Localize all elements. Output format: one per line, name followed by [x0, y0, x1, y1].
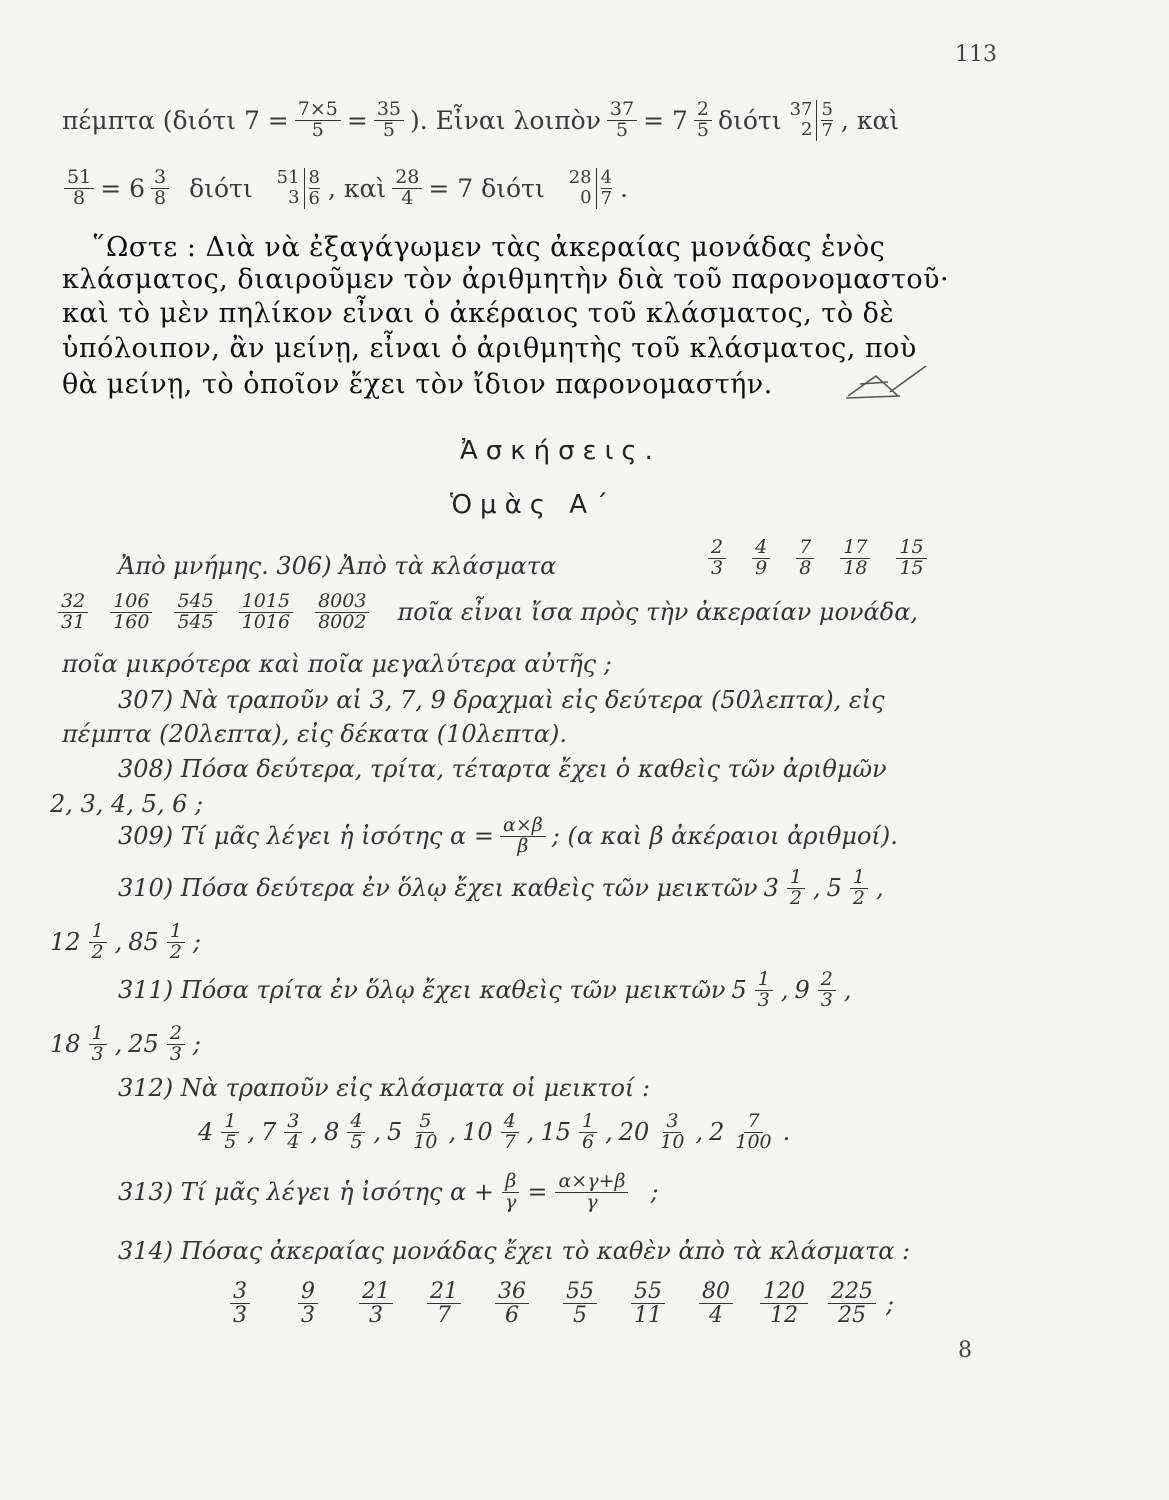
numerator: 21	[427, 1280, 461, 1304]
text-segment: .	[620, 173, 628, 203]
denominator: 11	[634, 1303, 662, 1329]
footer-number: 8	[958, 1338, 972, 1363]
numerator: 2	[708, 538, 726, 559]
denominator: 6	[505, 1303, 519, 1329]
denominator: 3	[301, 1303, 315, 1329]
denominator: 8	[799, 556, 812, 579]
numerator: α×γ+β	[555, 1172, 628, 1193]
remainder: 3	[288, 186, 300, 208]
numerator: 2	[167, 1024, 185, 1045]
text-segment: = 7	[643, 105, 688, 135]
text-segment: διότι	[189, 173, 253, 203]
fraction	[359, 1280, 393, 1327]
numerator: α×β	[500, 816, 546, 837]
fraction	[828, 1280, 876, 1327]
fraction	[657, 1112, 687, 1153]
numerator: 2	[694, 100, 712, 121]
numerator: 7×5	[295, 100, 341, 121]
fraction	[239, 592, 293, 633]
fraction	[732, 1112, 774, 1153]
intro-line-2	[62, 168, 628, 209]
mixed-whole: 5	[826, 874, 842, 903]
denominator: γ	[505, 1190, 517, 1213]
divisor: 8	[308, 167, 320, 189]
denominator: 4	[401, 186, 414, 209]
pencil-mark-icon	[840, 362, 930, 407]
fraction	[840, 538, 870, 579]
text-segment: ;	[650, 1178, 659, 1207]
numerator: 35	[374, 100, 404, 121]
fraction	[495, 1280, 529, 1327]
dividend: 28	[568, 167, 592, 189]
fraction	[167, 1024, 185, 1065]
denominator: 160	[113, 610, 150, 633]
numerator: 7	[744, 1112, 762, 1133]
numerator: 1	[167, 922, 185, 943]
numerator: 3	[663, 1112, 681, 1133]
mixed-whole: 25	[128, 1030, 159, 1059]
mixed-whole: 3	[763, 874, 779, 903]
fraction	[89, 1024, 107, 1065]
exercise-313	[118, 1172, 659, 1213]
fraction	[221, 1112, 239, 1153]
fraction	[796, 538, 814, 579]
text-segment: 313) Τί μᾶς λέγει ἡ ἰσότης α +	[118, 1178, 494, 1207]
remainder: 0	[580, 186, 592, 208]
denominator: 3	[233, 1303, 247, 1329]
exercise-312-lead: 312) Νὰ τραποῦν εἰς κλάσματα οἱ μεικτοί :	[118, 1074, 651, 1102]
fraction	[896, 538, 926, 579]
fraction	[151, 168, 169, 209]
group-heading: Ὁμὰς Α΄	[450, 490, 617, 520]
fraction	[89, 922, 107, 963]
text-segment: =	[346, 105, 368, 135]
fraction	[699, 1280, 733, 1327]
fraction	[298, 1280, 318, 1327]
intro-line-1	[62, 100, 899, 141]
fraction	[347, 1112, 365, 1153]
fraction	[708, 538, 726, 579]
rule-line: ὑπόλοιπον, ἂν μείνῃ, εἶναι ὁ ἀριθμητὴς τοῦ κλάσματος, ποὺ	[62, 333, 917, 364]
mixed-whole: 5	[731, 976, 747, 1005]
numerator: 7	[796, 538, 814, 559]
fraction	[174, 592, 216, 633]
denominator: 7	[503, 1130, 516, 1153]
text-segment: =	[527, 1178, 548, 1207]
text-segment: ). Εἶναι λοιπὸν	[410, 105, 601, 135]
fraction	[755, 970, 773, 1011]
mixed-whole: 8	[324, 1118, 340, 1147]
mixed-whole: 7	[261, 1118, 277, 1147]
fraction	[284, 1112, 302, 1153]
numerator: 1	[787, 868, 805, 889]
denominator: 3	[91, 1042, 104, 1065]
numerator: 80	[699, 1280, 733, 1304]
denominator: 545	[177, 610, 214, 633]
exercise-306-lead: Ἀπὸ μνήμης. 306) Ἀπὸ τὰ κλάσματα	[118, 552, 557, 580]
mixed-whole: 4	[198, 1118, 214, 1147]
fraction	[694, 100, 712, 141]
denominator: 3	[711, 556, 724, 579]
exercise-314-lead: 314) Πόσας ἀκεραίας μονάδας ἔχει τὸ καθὲν ἀπὸ τὰ κλάσματα :	[118, 1237, 911, 1265]
denominator: 3	[820, 988, 833, 1011]
numerator: 1	[89, 922, 107, 943]
numerator: 51	[64, 168, 94, 189]
numerator: 1	[89, 1024, 107, 1045]
denominator: 4	[287, 1130, 300, 1153]
numerator: 106	[110, 592, 152, 613]
fraction	[501, 1112, 519, 1153]
mixed-whole: 5	[387, 1118, 403, 1147]
fraction	[64, 168, 94, 209]
quotient: 6	[308, 187, 320, 209]
fraction	[374, 100, 404, 141]
numerator: 15	[896, 538, 926, 559]
mixed-whole: 12	[50, 928, 81, 957]
numerator: 225	[828, 1280, 876, 1304]
fraction	[427, 1280, 461, 1327]
rule-line: ῞Ωστε : Διὰ νὰ ἐξαγάγωμεν τὰς ἀκεραίας μονάδας ἑνὸς	[92, 232, 886, 263]
denominator: 5	[615, 118, 629, 141]
exercise-308-line2: 2, 3, 4, 5, 6 ;	[50, 790, 204, 818]
numerator: 545	[174, 592, 216, 613]
fraction	[563, 1280, 597, 1327]
numerator: 4	[501, 1112, 519, 1133]
denominator: 4	[709, 1303, 723, 1329]
remainder: 2	[801, 118, 813, 140]
fraction	[850, 868, 868, 909]
numerator: 1	[579, 1112, 597, 1133]
fraction	[818, 970, 836, 1011]
rule-line: θὰ μείνῃ, τὸ ὁποῖον ἔχει τὸν ἴδιον παρονομαστήν.	[62, 369, 773, 400]
exercise-306-fractions-row1	[706, 538, 929, 579]
fraction	[295, 100, 341, 141]
exercise-312-mixed-row: 4 $\frac{1}{5}$ , 7 $\frac{3}{4}$ , 8 $\frac{4}{5}$ , 5 $\frac{5}{10}$ , 10 $\frac{4}{7}$ , 15 $\frac{1}{6}$ , 20 $\frac{3}{10}$ , 2 $\frac{7}{100}$ .	[198, 1110, 791, 1153]
numerator: 4	[347, 1112, 365, 1133]
fraction	[58, 592, 88, 633]
text-segment: ;	[192, 928, 202, 957]
mixed-whole: 85	[128, 928, 159, 957]
exercise-309	[118, 816, 898, 857]
denominator: 8	[154, 186, 167, 209]
rule-line: κλάσματος, διαιροῦμεν τὸν ἀριθμητὴν διὰ τοῦ παρονομαστοῦ·	[62, 264, 950, 295]
denominator: 3	[169, 1042, 182, 1065]
exercise-311-line1: 311) Πόσα τρίτα ἐν ὅλῳ ἔχει καθεὶς τῶν μεικτῶν 5 $\frac{1}{3}$ , 9 $\frac{2}{3}$ ,	[118, 968, 852, 1011]
text-segment: 309) Τί μᾶς λέγει ἡ ἰσότης α =	[118, 822, 494, 851]
text-segment: , καὶ	[328, 173, 387, 203]
mixed-whole: 18	[50, 1030, 81, 1059]
fraction	[607, 100, 637, 141]
fraction	[502, 1172, 519, 1213]
denominator: 100	[735, 1130, 772, 1153]
exercise-307-line1: 307) Νὰ τραποῦν αἱ 3, 7, 9 δραχμαὶ εἰς δεύτερα (50λεπτα), εἰς	[118, 686, 885, 714]
numerator: β	[502, 1172, 519, 1193]
denominator: 3	[757, 988, 770, 1011]
denominator: 6	[581, 1130, 595, 1153]
numerator: 1	[221, 1112, 239, 1133]
numerator: 3	[151, 168, 169, 189]
denominator: 25	[838, 1303, 866, 1329]
numerator: 55	[631, 1280, 665, 1304]
quotient: 7	[600, 187, 613, 209]
text-segment: ;	[886, 1289, 895, 1318]
numerator: 8003	[315, 592, 369, 613]
denominator: 5	[696, 118, 710, 141]
text-segment: = 7 διότι	[428, 173, 545, 203]
denominator: 9	[755, 556, 768, 579]
numerator: 1015	[239, 592, 293, 613]
page-number: 113	[955, 42, 997, 67]
text-segment: ; (α καὶ β ἀκέραιοι ἀριθμοί).	[551, 822, 898, 851]
division-layout	[790, 100, 833, 141]
numerator: 120	[760, 1280, 808, 1304]
division-layout	[277, 168, 320, 209]
exercise-311-line2: 18 $\frac{1}{3}$ , 25 $\frac{2}{3}$ ;	[50, 1022, 202, 1065]
denominator: 15	[899, 556, 924, 579]
denominator: 5	[311, 118, 324, 141]
numerator: 9	[298, 1280, 318, 1304]
fraction	[579, 1112, 597, 1153]
mixed-whole: 9	[794, 976, 810, 1005]
denominator: 2	[789, 886, 802, 909]
denominator: 2	[169, 940, 182, 963]
denominator: 31	[61, 610, 86, 633]
exercise-314-fractions	[206, 1280, 894, 1327]
denominator: 3	[369, 1303, 383, 1329]
divisor: 4	[600, 167, 613, 189]
denominator: 18	[843, 556, 868, 579]
denominator: 5	[382, 118, 395, 141]
fraction	[410, 1112, 440, 1153]
numerator: 2	[818, 970, 836, 991]
numerator: 3	[284, 1112, 302, 1133]
fraction	[787, 868, 805, 909]
text-segment: 310) Πόσα δεύτερα ἐν ὅλῳ ἔχει καθεὶς τῶν μεικτῶν	[118, 874, 758, 903]
denominator: 2	[852, 886, 865, 909]
exercise-308-line1: 308) Πόσα δεύτερα, τρίτα, τέταρτα ἔχει ὁ καθεὶς τῶν ἀριθμῶν	[118, 755, 887, 783]
divisor: 5	[821, 99, 833, 121]
denominator: 8002	[318, 610, 367, 633]
dividend: 37	[789, 99, 813, 121]
denominator: 5	[350, 1130, 363, 1153]
numerator: 37	[607, 100, 637, 121]
fraction	[110, 592, 152, 633]
text-segment: πέμπτα (διότι 7 =	[62, 105, 289, 135]
denominator: 5	[224, 1130, 237, 1153]
fraction	[167, 922, 185, 963]
numerator: 1	[850, 868, 868, 889]
numerator: 36	[495, 1280, 529, 1304]
numerator: 4	[752, 538, 770, 559]
fraction	[555, 1172, 628, 1213]
fraction	[760, 1280, 808, 1327]
denominator: γ	[586, 1190, 598, 1213]
exercise-310-line2: 12 $\frac{1}{2}$ , 85 $\frac{1}{2}$ ;	[50, 920, 202, 963]
denominator: 12	[770, 1303, 798, 1329]
fraction	[500, 816, 546, 857]
numerator: 5	[416, 1112, 434, 1133]
fraction	[392, 168, 422, 209]
text-segment: ;	[192, 1030, 202, 1059]
rule-line: καὶ τὸ μὲν πηλίκον εἶναι ὁ ἀκέραιος τοῦ κλάσματος, τὸ δὲ	[62, 298, 895, 329]
division-layout	[569, 168, 612, 209]
numerator: 17	[840, 538, 870, 559]
fraction	[752, 538, 770, 579]
exercise-306-line3: ποῖα μικρότερα καὶ ποῖα μεγαλύτερα αὐτῆς ;	[62, 650, 612, 678]
text-segment: 311) Πόσα τρίτα ἐν ὅλῳ ἔχει καθεὶς τῶν μεικτῶν	[118, 976, 726, 1005]
numerator: 32	[58, 592, 88, 613]
numerator: 3	[230, 1280, 250, 1304]
denominator: 5	[573, 1303, 587, 1329]
numerator: 28	[392, 168, 422, 189]
denominator: 8	[73, 186, 86, 209]
exercise-310-line1: 310) Πόσα δεύτερα ἐν ὅλῳ ἔχει καθεὶς τῶν μεικτῶν 3 $\frac{1}{2}$ , 5 $\frac{1}{2}$ ,	[118, 866, 884, 909]
numerator: 55	[563, 1280, 597, 1304]
text-segment: , καὶ	[840, 105, 900, 135]
denominator: 10	[660, 1130, 685, 1153]
numerator: 21	[359, 1280, 393, 1304]
denominator: 7	[437, 1303, 451, 1329]
denominator: 2	[91, 940, 104, 963]
text-segment: = 6	[100, 173, 145, 203]
denominator: 10	[413, 1130, 438, 1153]
dividend: 51	[276, 167, 300, 189]
mixed-whole: 20	[618, 1118, 650, 1147]
mixed-whole: 2	[709, 1118, 725, 1147]
fraction	[230, 1280, 250, 1327]
numerator: 1	[755, 970, 773, 991]
quotient: 7	[821, 119, 833, 141]
denominator: β	[517, 834, 529, 857]
text-segment: διότι	[718, 105, 782, 135]
section-heading: Ἀσκήσεις.	[460, 436, 661, 466]
fraction	[631, 1280, 665, 1327]
text-segment: ποῖα εἶναι ἴσα πρὸς τὴν ἀκεραίαν μονάδα,	[397, 598, 919, 627]
exercise-307-line2: πέμπτα (20λεπτα), εἰς δέκατα (10λεπτα).	[62, 720, 567, 748]
mixed-whole: 15	[540, 1118, 571, 1147]
mixed-whole: 10	[462, 1118, 493, 1147]
fraction	[315, 592, 369, 633]
exercise-306-line2	[56, 592, 918, 633]
denominator: 1016	[241, 610, 291, 633]
